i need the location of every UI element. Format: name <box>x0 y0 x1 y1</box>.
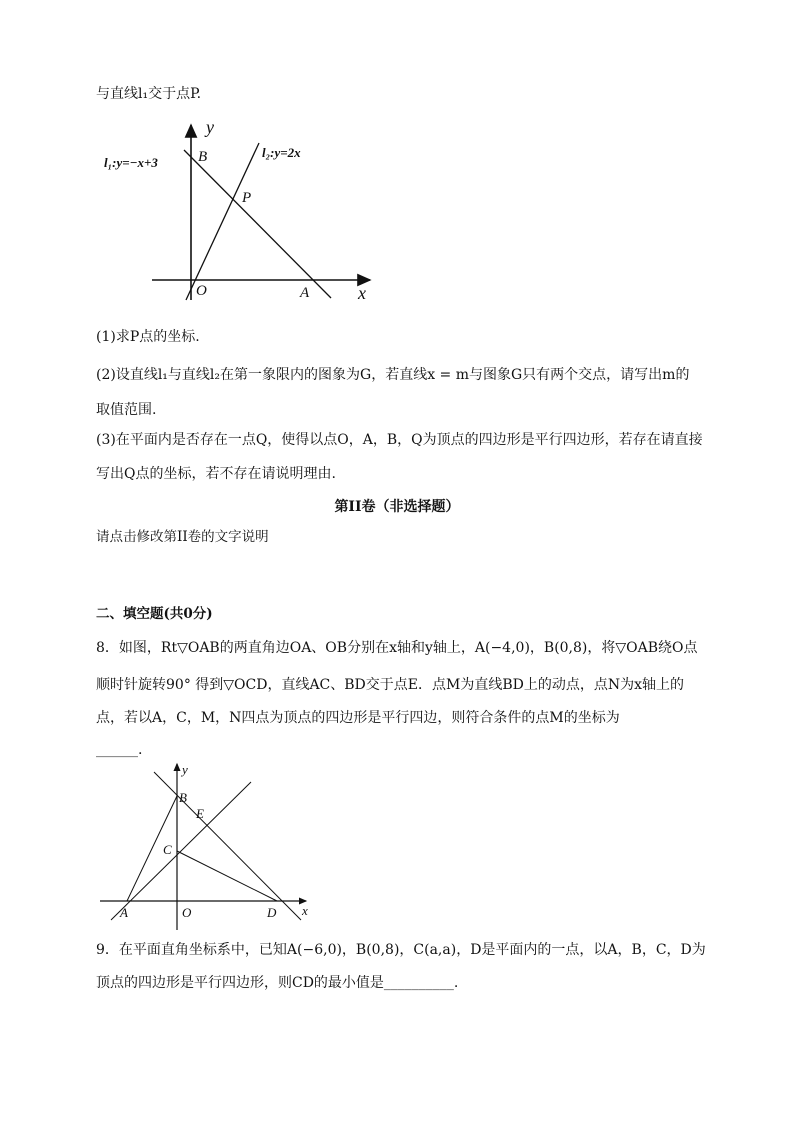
fig2-label-a: A <box>120 905 128 920</box>
q7-part3-line2: 写出Q点的坐标，若不存在请说明理由. <box>96 466 336 482</box>
q8-line4-answer-blank: ______. <box>96 742 143 758</box>
figure-1-coordinate-graph <box>96 115 386 310</box>
fig1-line-l1 <box>184 150 331 298</box>
fig1-label-b: B <box>198 149 208 165</box>
intro-line: 与直线l₁交于点P. <box>96 86 202 102</box>
figure-2-coordinate-graph <box>96 760 321 935</box>
q8-line3: 点，若以A，C，M，N四点为顶点的四边形是平行四边，则符合条件的点M的坐标为 <box>96 710 620 726</box>
q7-part1: (1)求P点的坐标. <box>96 329 200 345</box>
q7-part2-line1: (2)设直线l₁与直线l₂在第一象限内的图象为G，若直线x = m与图象G只有两个交点，请写出m的 <box>96 367 690 383</box>
fig2-seg-cd <box>177 851 277 901</box>
volume-heading: 第II卷（非选择题） <box>334 499 460 515</box>
q8-line2: 顺时针旋转90° 得到▽OCD，直线AC、BD交于点E．点M为直线BD上的动点，点N为x轴上的 <box>96 677 684 693</box>
fig2-label-b: B <box>179 790 187 805</box>
fig1-label-p: P <box>242 190 252 206</box>
q8-line1: 8．如图，Rt▽OAB的两直角边OA、OB分别在x轴和y轴上，A(−4,0)，B(0,8)，将▽OAB绕O点 <box>96 640 698 656</box>
fig2-label-c: C <box>163 842 172 857</box>
fig2-label-y: y <box>182 762 188 777</box>
section-title: 二、填空题(共0分) <box>96 606 213 622</box>
fig1-line-l2 <box>186 143 259 300</box>
fig1-label-x: x <box>358 283 366 303</box>
q9-line1: 9．在平面直角坐标系中，已知A(−6,0)，B(0,8)，C(a,a)，D是平面内的一点，以A，B，C，D为 <box>96 942 706 958</box>
fig1-label-o: O <box>196 283 207 299</box>
q7-part3-line1: (3)在平面内是否存在一点Q，使得以点O，A，B，Q为顶点的四边形是平行四边形，若存在请直接 <box>96 432 703 448</box>
fig1-label-a: A <box>300 285 310 301</box>
q9-line2: 顶点的四边形是平行四边形，则CD的最小值是__________. <box>96 975 459 991</box>
fig2-label-o: O <box>182 905 192 920</box>
fig1-label-y: y <box>206 117 214 137</box>
fig2-label-d: D <box>267 905 277 920</box>
fig2-label-e: E <box>196 806 204 821</box>
fig2-label-x: x <box>302 903 308 918</box>
fig2-line-bd <box>154 772 301 920</box>
fig1-label-l2: l₂:y=2x <box>262 145 301 160</box>
volume-note: 请点击修改第II卷的文字说明 <box>96 529 269 545</box>
q7-part2-line2: 取值范围. <box>96 402 157 418</box>
fig1-label-l1: l₁:y=−x+3 <box>104 155 158 170</box>
